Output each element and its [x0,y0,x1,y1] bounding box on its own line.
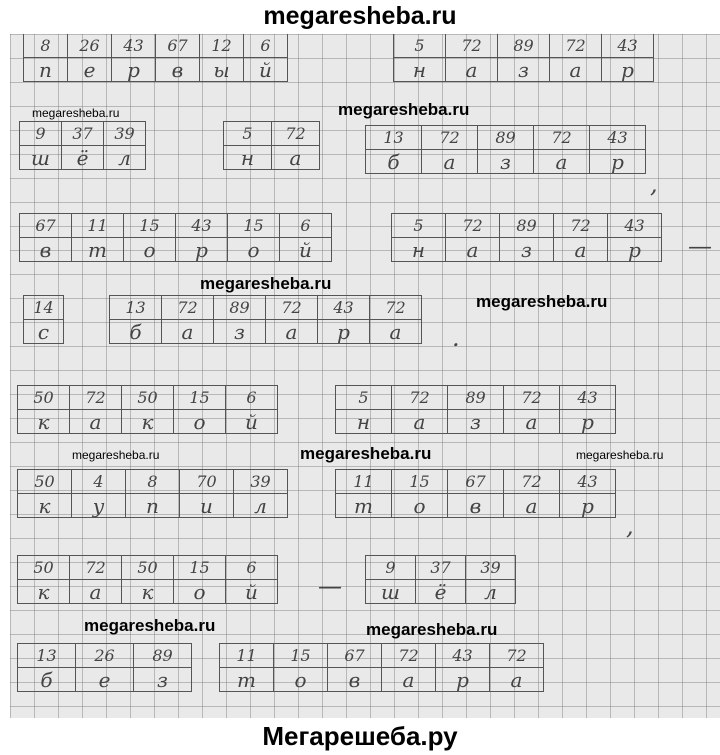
handwritten-letter: у [71,493,126,518]
handwritten-letter: р [601,57,654,82]
comma: , [626,512,634,540]
handwritten-letter: а [69,579,122,604]
handwritten-letter: а [533,149,590,174]
watermark: megaresheba.ru [300,444,432,463]
letter-code: 50 [17,469,72,494]
handwritten-letter: б [109,319,162,344]
handwritten-letter: н [223,145,272,170]
letter-code: 72 [549,34,602,58]
handwritten-letter: н [335,409,392,434]
word-na [224,122,320,170]
letter-code: 89 [133,643,192,668]
letter-code: 15 [273,643,328,668]
letter-code: 39 [233,469,288,494]
word-bazara [110,296,422,344]
site-header: megaresheba.ru [263,2,457,30]
letter-code: 4 [71,469,126,494]
letter-code: 72 [271,121,320,146]
handwritten-letter: а [265,319,318,344]
comma: , [650,170,658,198]
period: . [452,324,460,352]
letter-code: 6 [279,213,332,238]
letter-code: 9 [19,121,62,146]
handwritten-letter: р [175,237,228,262]
handwritten-letter: и [179,493,234,518]
letter-code: 37 [415,555,466,580]
word-shel [366,556,516,604]
handwritten-letter: з [133,667,192,692]
handwritten-letter: а [391,409,448,434]
handwritten-letter: а [503,493,560,518]
letter-code: 72 [161,295,214,320]
letter-code: 89 [447,385,504,410]
letter-code: 72 [369,295,422,320]
handwritten-letter: а [421,149,478,174]
handwritten-letter: о [173,409,226,434]
word-shel [20,122,146,170]
letter-code: 72 [553,213,608,238]
word-tovara [220,644,544,692]
letter-code: 12 [199,34,244,58]
letter-code: 39 [465,555,516,580]
letter-code: 72 [381,643,436,668]
letter-code: 43 [607,213,662,238]
word-nazar [336,386,616,434]
handwritten-letter: т [219,667,274,692]
handwritten-letter: й [225,409,278,434]
word-s [24,296,64,344]
dash: — [318,572,342,600]
handwritten-letter: л [233,493,288,518]
letter-code: 43 [559,469,616,494]
letter-code: 70 [179,469,234,494]
letter-code: 5 [223,121,272,146]
handwritten-letter: а [161,319,214,344]
letter-code: 5 [391,213,446,238]
letter-code: 89 [499,213,554,238]
handwritten-letter: а [489,667,544,692]
handwritten-letter: й [243,57,288,82]
watermark: megaresheba.ru [72,448,160,462]
letter-code: 43 [435,643,490,668]
handwritten-letter: а [381,667,436,692]
handwritten-letter: т [335,493,392,518]
handwritten-letter: н [391,237,446,262]
handwritten-letter: л [465,579,516,604]
handwritten-letter: в [155,57,200,82]
letter-code: 26 [75,643,134,668]
handwritten-letter: а [369,319,422,344]
handwritten-letter: з [213,319,266,344]
handwritten-letter: с [23,319,64,344]
letter-code: 72 [421,125,478,150]
handwritten-letter: п [125,493,180,518]
handwritten-letter: а [69,409,122,434]
letter-code: 6 [225,385,278,410]
letter-code: 26 [67,34,112,58]
letter-code: 43 [589,125,646,150]
handwritten-letter: р [589,149,646,174]
letter-code: 50 [121,385,174,410]
watermark: megaresheba.ru [576,448,664,462]
letter-code: 67 [19,213,72,238]
letter-code: 89 [477,125,534,150]
letter-code: 72 [503,469,560,494]
handwritten-letter: а [445,237,500,262]
handwritten-letter: о [123,237,176,262]
dash: — [688,232,712,260]
letter-code: 72 [445,34,498,58]
watermark: megaresheba.ru [32,106,120,120]
letter-code: 9 [365,555,416,580]
word-kupil [18,470,288,518]
handwritten-letter: ш [19,145,62,170]
letter-code: 13 [109,295,162,320]
handwritten-letter: а [553,237,608,262]
handwritten-letter: р [435,667,490,692]
handwritten-letter: з [447,409,504,434]
letter-code: 72 [69,555,122,580]
handwritten-letter: в [327,667,382,692]
handwritten-letter: е [67,57,112,82]
handwritten-letter: з [477,149,534,174]
handwritten-letter: о [227,237,280,262]
word-bez [18,644,192,692]
letter-code: 43 [601,34,654,58]
word-tovar [336,470,616,518]
handwritten-letter: ё [415,579,466,604]
watermark: megaresheba.ru [366,620,498,639]
letter-code: 50 [17,385,70,410]
word-kakoi [18,556,278,604]
watermark: megaresheba.ru [84,616,216,635]
handwritten-letter: й [225,579,278,604]
letter-code: 50 [121,555,174,580]
letter-code: 72 [489,643,544,668]
handwritten-letter: к [17,409,70,434]
handwritten-letter: р [559,493,616,518]
handwritten-letter: т [71,237,124,262]
handwritten-letter: к [121,409,174,434]
letter-code: 72 [533,125,590,150]
letter-code: 67 [327,643,382,668]
word-kakoi [18,386,278,434]
handwritten-letter: к [121,579,174,604]
letter-code: 39 [103,121,146,146]
handwritten-letter: ё [61,145,104,170]
handwritten-letter: ш [365,579,416,604]
letter-code: 11 [335,469,392,494]
word-vtoroi [20,214,332,262]
letter-code: 8 [23,34,68,58]
letter-code: 15 [391,469,448,494]
letter-code: 6 [243,34,288,58]
handwritten-letter: р [317,319,370,344]
handwritten-letter: б [17,667,76,692]
letter-code: 72 [391,385,448,410]
letter-code: 50 [17,555,70,580]
letter-code: 67 [155,34,200,58]
letter-code: 72 [265,295,318,320]
letter-code: 13 [365,125,422,150]
notebook-page [10,34,720,718]
letter-code: 89 [213,295,266,320]
handwritten-letter: о [173,579,226,604]
letter-code: 15 [227,213,280,238]
letter-code: 43 [559,385,616,410]
word-bazar [366,126,646,174]
handwritten-letter: п [23,57,68,82]
letter-code: 72 [445,213,500,238]
handwritten-letter: а [549,57,602,82]
letter-code: 6 [225,555,278,580]
letter-code: 8 [125,469,180,494]
handwritten-letter: й [279,237,332,262]
letter-code: 72 [503,385,560,410]
word-nazar [394,34,654,82]
word-pervyi [24,34,288,82]
letter-code: 72 [69,385,122,410]
handwritten-letter: а [503,409,560,434]
handwritten-letter: а [271,145,320,170]
site-footer: Мегарешеба.ру [262,721,458,751]
handwritten-letter: к [17,579,70,604]
letter-code: 11 [219,643,274,668]
watermark: megaresheba.ru [200,274,332,293]
letter-code: 5 [335,385,392,410]
handwritten-letter: з [499,237,554,262]
letter-code: 14 [23,295,64,320]
letter-code: 15 [173,385,226,410]
handwritten-letter: а [445,57,498,82]
watermark: megaresheba.ru [476,292,608,311]
letter-code: 11 [71,213,124,238]
handwritten-letter: ы [199,57,244,82]
letter-code: 15 [173,555,226,580]
letter-code: 43 [175,213,228,238]
word-nazar [392,214,662,262]
letter-code: 13 [17,643,76,668]
handwritten-letter: л [103,145,146,170]
handwritten-letter: о [391,493,448,518]
handwritten-letter: р [559,409,616,434]
letter-code: 5 [393,34,446,58]
handwritten-letter: в [19,237,72,262]
handwritten-letter: к [17,493,72,518]
watermark: megaresheba.ru [338,100,470,119]
letter-code: 89 [497,34,550,58]
handwritten-letter: е [75,667,134,692]
handwritten-letter: н [393,57,446,82]
handwritten-letter: б [365,149,422,174]
handwritten-letter: в [447,493,504,518]
handwritten-letter: р [111,57,156,82]
letter-code: 67 [447,469,504,494]
letter-code: 15 [123,213,176,238]
letter-code: 43 [111,34,156,58]
handwritten-letter: з [497,57,550,82]
letter-code: 37 [61,121,104,146]
handwritten-letter: р [607,237,662,262]
handwritten-letter: о [273,667,328,692]
letter-code: 43 [317,295,370,320]
